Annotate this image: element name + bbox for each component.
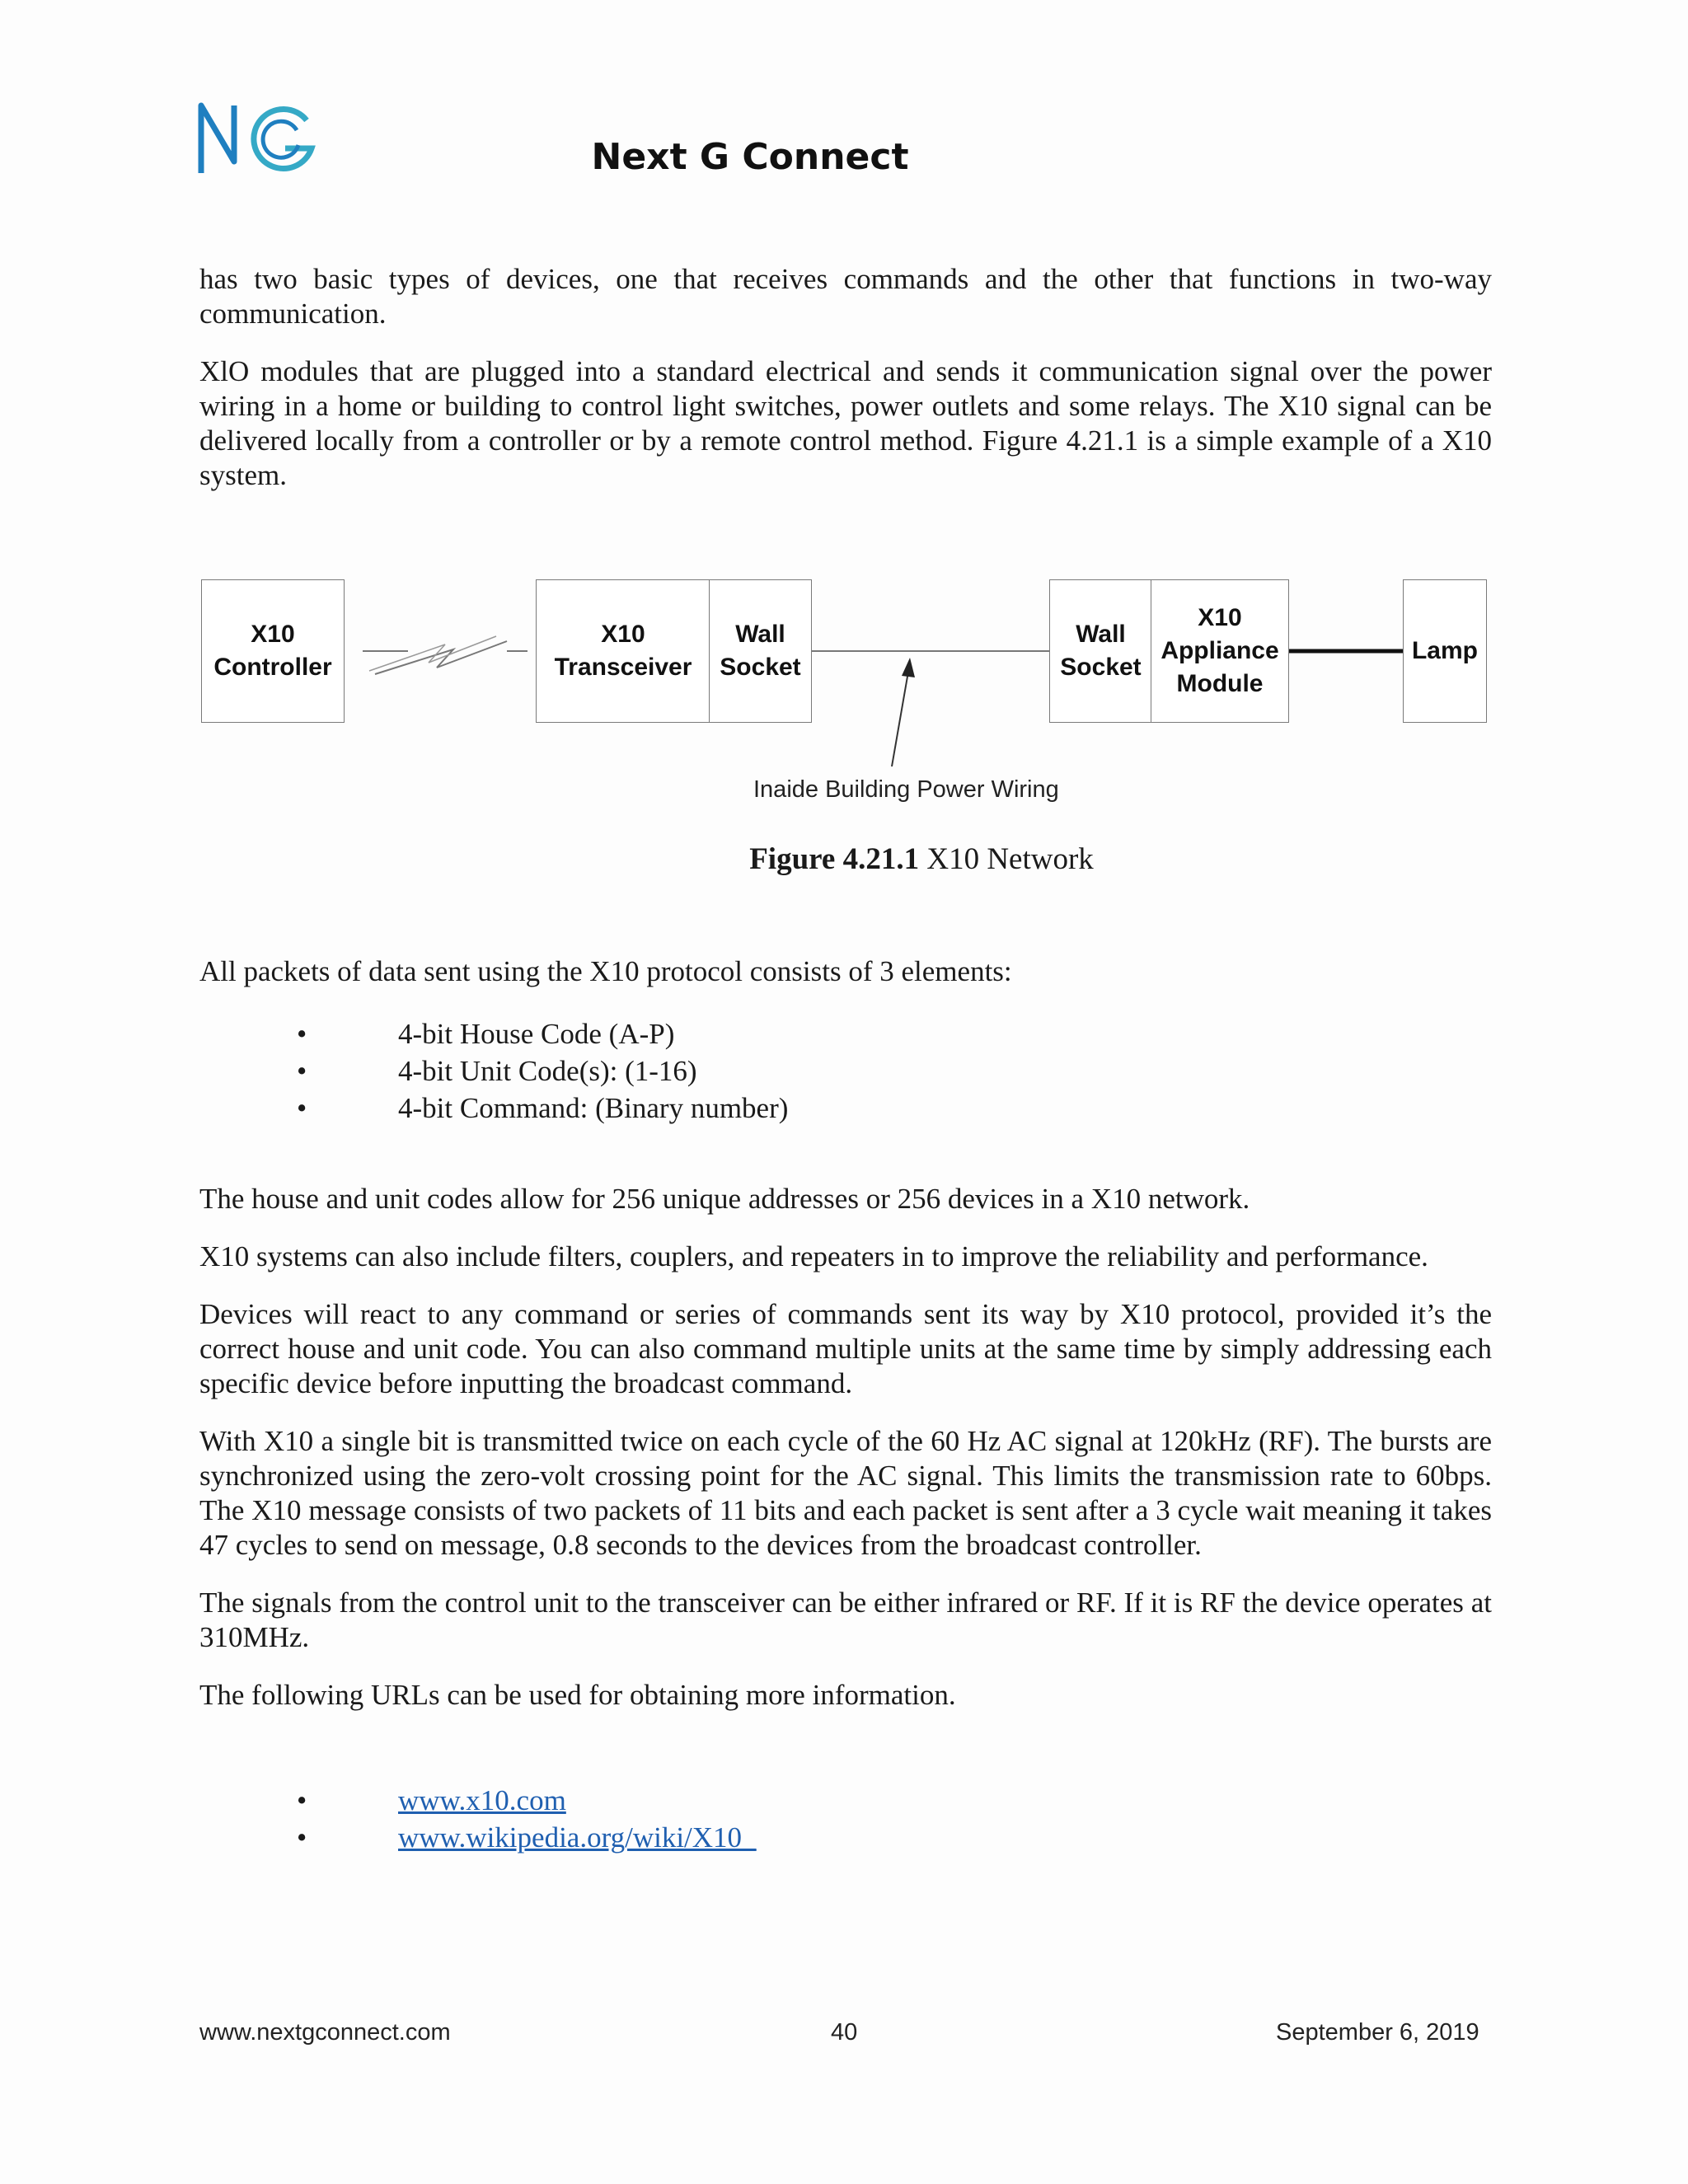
box-label: Lamp xyxy=(1411,637,1478,664)
wall-socket-left-box xyxy=(709,579,812,723)
body-text xyxy=(199,1182,1492,1736)
list-item xyxy=(297,1819,1451,1856)
paragraph: XlO modules that are plugged into a standard electrical and sends it communication signal over the power wiring in a home or building to control light switches, power outlets and some relays. The X10 signal can be delivered locally from a controller or by a remote control method. Figure 4.21.1 is a simple example of a X10 system. xyxy=(199,355,1492,491)
x10-network-diagram xyxy=(190,569,1508,824)
bullet-icon: • xyxy=(297,1018,307,1050)
bullet-icon: • xyxy=(297,1092,307,1124)
intro-text xyxy=(199,262,1492,516)
wikipedia-link[interactable]: www.wikipedia.org/wiki/X10_ xyxy=(398,1821,757,1854)
box-label: X10 Transceiver xyxy=(554,621,692,681)
arrow-head-icon xyxy=(902,658,915,677)
x10-controller-box xyxy=(201,579,345,723)
bullet-icon: • xyxy=(297,1784,307,1816)
list-item xyxy=(297,1052,1451,1090)
document-title: Next G Connect xyxy=(591,136,909,178)
footer-page-number: 40 xyxy=(831,2019,858,2046)
wall-socket-right-box xyxy=(1049,579,1152,723)
packet-elements-list xyxy=(297,1015,1451,1127)
box-label: Wall Socket xyxy=(1060,621,1142,681)
box-label: X10 Appliance Module xyxy=(1160,604,1279,697)
paragraph: With X10 a single bit is transmitted twice on each cycle of the 60 Hz AC signal at 120kHz (RF). The bursts are synchronized using the zero-volt crossing point for the AC signal. This limits the transmission rate to 60bps. The X10 message consists of two packets of 11 bits and each packet is sent after a 3 cycle wait meaning it takes 47 cycles to send on message, 0.8 seconds to the devices from the broadcast controller. xyxy=(199,1425,1492,1561)
list-item-text: 4-bit House Code (A-P) xyxy=(398,1018,675,1050)
paragraph: X10 systems can also include filters, couplers, and repeaters in to improve the reliability and performance. xyxy=(199,1240,1428,1272)
paragraph: The following URLs can be used for obtaining more information. xyxy=(199,1679,956,1711)
paragraph: The house and unit codes allow for 256 unique addresses or 256 devices in a X10 network. xyxy=(199,1183,1250,1215)
list-item xyxy=(297,1782,1451,1819)
box-label: X10 Controller xyxy=(213,621,332,681)
x10-appliance-module-box xyxy=(1151,579,1289,723)
figure-title: X10 Network xyxy=(926,842,1094,876)
pointer-arrow xyxy=(892,672,908,766)
bullet-icon: • xyxy=(297,1821,307,1854)
paragraph: Devices will react to any command or series of commands sent its way by X10 protocol, provided it’s the correct house and unit code. You can also command multiple units at the same time by simply addressing each specific device before inputting the broadcast command. xyxy=(199,1298,1492,1399)
paragraph: All packets of data sent using the X10 protocol consists of 3 elements: xyxy=(199,955,1012,987)
footer-date: September 6, 2019 xyxy=(1276,2019,1479,2046)
wiring-label: Inaide Building Power Wiring xyxy=(753,776,1059,803)
paragraph: has two basic types of devices, one that receives commands and the other that functions in two-way communication. xyxy=(199,263,1492,330)
list-item xyxy=(297,1015,1451,1052)
list-item-text: 4-bit Command: (Binary number) xyxy=(398,1092,789,1124)
paragraph: The signals from the control unit to the transceiver can be either infrared or RF. If it is RF the device operates at 310MHz. xyxy=(199,1586,1492,1653)
box-label: Wall Socket xyxy=(720,621,801,681)
links-list xyxy=(297,1782,1451,1856)
x10-link[interactable]: www.x10.com xyxy=(398,1784,566,1816)
lamp-box xyxy=(1403,579,1487,723)
packets-intro xyxy=(199,954,1492,1012)
figure-caption xyxy=(0,841,1688,877)
figure-number: Figure 4.21.1 xyxy=(749,842,920,876)
x10-transceiver-box xyxy=(536,579,710,723)
bullet-icon: • xyxy=(297,1055,307,1087)
list-item-text: 4-bit Unit Code(s): (1-16) xyxy=(398,1055,697,1087)
list-item xyxy=(297,1090,1451,1127)
footer-website: www.nextgconnect.com xyxy=(199,2019,451,2046)
